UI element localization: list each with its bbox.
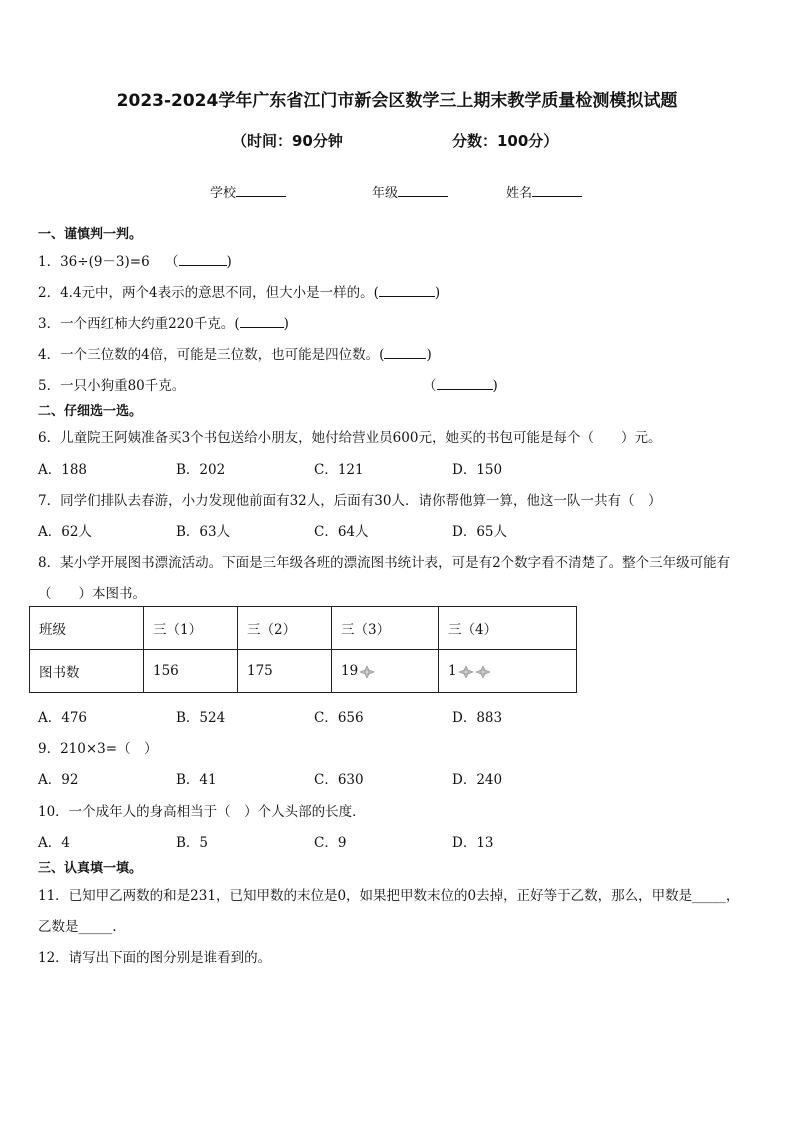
option-d[interactable]: D．13 (452, 835, 494, 851)
question-11-line-2: 乙数是_____. (38, 919, 117, 935)
question-4 (38, 343, 432, 363)
paren-close: ) (434, 285, 441, 301)
section-heading-1: 一、谨慎判一判。 (38, 227, 143, 242)
table-cell-obscured (439, 650, 577, 693)
question-11-line-1: 11．已知甲乙两数的和是231，已知甲数的末位是0，如果把甲数末位的0去掉，正好等于乙数，那么，甲数是_____， (38, 888, 740, 904)
option-b[interactable]: B．41 (176, 772, 217, 788)
page-title: 2023-2024学年广东省江门市新会区数学三上期末教学质量检测模拟试题 (116, 91, 678, 111)
table-cell: 三（4） (439, 607, 577, 650)
question-3-text: 3．一个西红柿大约重220千克。( (38, 316, 240, 332)
table-header-row (30, 607, 577, 650)
smudge-icon (359, 665, 375, 679)
option-d[interactable]: D．150 (452, 462, 503, 478)
option-c[interactable]: C．656 (314, 710, 364, 726)
answer-blank[interactable] (384, 346, 426, 359)
table-cell-obscured (332, 650, 439, 693)
paren-open: （ (165, 254, 179, 270)
section-heading-2: 二、仔细选一选。 (38, 404, 143, 419)
table-cell: 三（3） (332, 607, 439, 650)
paren-close: ) (226, 254, 232, 270)
paren-close: ) (283, 316, 289, 332)
option-b[interactable]: B．524 (176, 710, 226, 726)
option-a[interactable]: A．4 (38, 835, 70, 851)
answer-1[interactable] (165, 250, 232, 270)
question-9: 9．210×3=（ ） (38, 741, 158, 757)
table-cell: 三（1） (144, 607, 238, 650)
answer-blank[interactable] (437, 377, 493, 390)
visible-digits: 1 (448, 663, 457, 679)
table-cell: 三（2） (238, 607, 332, 650)
table-cell: 图书数 (30, 650, 144, 693)
option-d[interactable]: D．883 (452, 710, 503, 726)
table-cell: 156 (144, 650, 238, 693)
option-c[interactable]: C．64人 (314, 524, 369, 540)
option-d[interactable]: D．65人 (452, 524, 508, 540)
option-b[interactable]: B．5 (176, 835, 209, 851)
exam-score: 分数：100分） (452, 132, 559, 150)
question-8-line-2: （ ）本图书。 (38, 586, 146, 602)
option-c[interactable]: C．9 (314, 835, 347, 851)
answer-5[interactable] (423, 374, 498, 394)
book-count-table (29, 606, 577, 693)
paren-close: ) (426, 347, 432, 363)
table-cell: 175 (238, 650, 332, 693)
answer-blank[interactable] (379, 284, 435, 297)
question-2-text: 2．4.4元中，两个4表示的意思不同，但大小是一样的。( (38, 285, 379, 301)
name-blank[interactable] (532, 184, 582, 197)
answer-blank[interactable] (179, 253, 227, 266)
option-a[interactable]: A．62人 (38, 524, 92, 540)
question-12: 12．请写出下面的图分别是谁看到的。 (38, 950, 272, 966)
question-8-line-1: 8．某小学开展图书漂流活动。下面是三年级各班的漂流图书统计表，可是有2个数字看不清楚了。整个三年级可能有 (38, 555, 731, 571)
option-a[interactable]: A．92 (38, 772, 79, 788)
answer-blank[interactable] (240, 315, 284, 328)
option-c[interactable]: C．121 (314, 462, 364, 478)
name-label: 姓名 (506, 186, 533, 201)
paren-close: ) (492, 378, 498, 394)
question-7: 7．同学们排队去春游，小力发现他前面有32人，后面有30人．请你帮他算一算，他这一队一共有（ ） (38, 493, 662, 509)
option-c[interactable]: C．630 (314, 772, 364, 788)
option-a[interactable]: A．188 (38, 462, 88, 478)
paren-open: （ (423, 378, 437, 394)
name-field[interactable] (506, 182, 582, 201)
school-label: 学校 (210, 186, 237, 201)
smudge-icon (475, 665, 491, 679)
option-b[interactable]: B．202 (176, 462, 226, 478)
question-5: 5．一只小狗重80千克。 (38, 378, 186, 394)
question-4-text: 4．一个三位数的4倍，可能是三位数，也可能是四位数。( (38, 347, 385, 363)
visible-digits: 19 (341, 663, 359, 679)
school-blank[interactable] (236, 184, 286, 197)
option-a[interactable]: A．476 (38, 710, 88, 726)
option-b[interactable]: B．63人 (176, 524, 231, 540)
table-cell: 班级 (30, 607, 144, 650)
question-1: 1．36÷(9－3)=6 (38, 254, 150, 270)
question-6: 6．儿童院王阿姨准备买3个书包送给小朋友，她付给营业员600元，她买的书包可能是每个（ ）元。 (38, 430, 662, 446)
question-10: 10．一个成年人的身高相当于（ ）个人头部的长度． (38, 804, 366, 820)
school-field[interactable] (210, 182, 286, 201)
exam-time: （时间：90分钟 (232, 132, 343, 150)
grade-field[interactable] (372, 182, 448, 201)
section-heading-3: 三、认真填一填。 (38, 861, 143, 876)
question-3 (38, 312, 289, 332)
grade-label: 年级 (372, 186, 399, 201)
table-row (30, 650, 577, 693)
smudge-icon (458, 665, 474, 679)
grade-blank[interactable] (398, 184, 448, 197)
option-d[interactable]: D．240 (452, 772, 503, 788)
question-2 (38, 281, 440, 301)
